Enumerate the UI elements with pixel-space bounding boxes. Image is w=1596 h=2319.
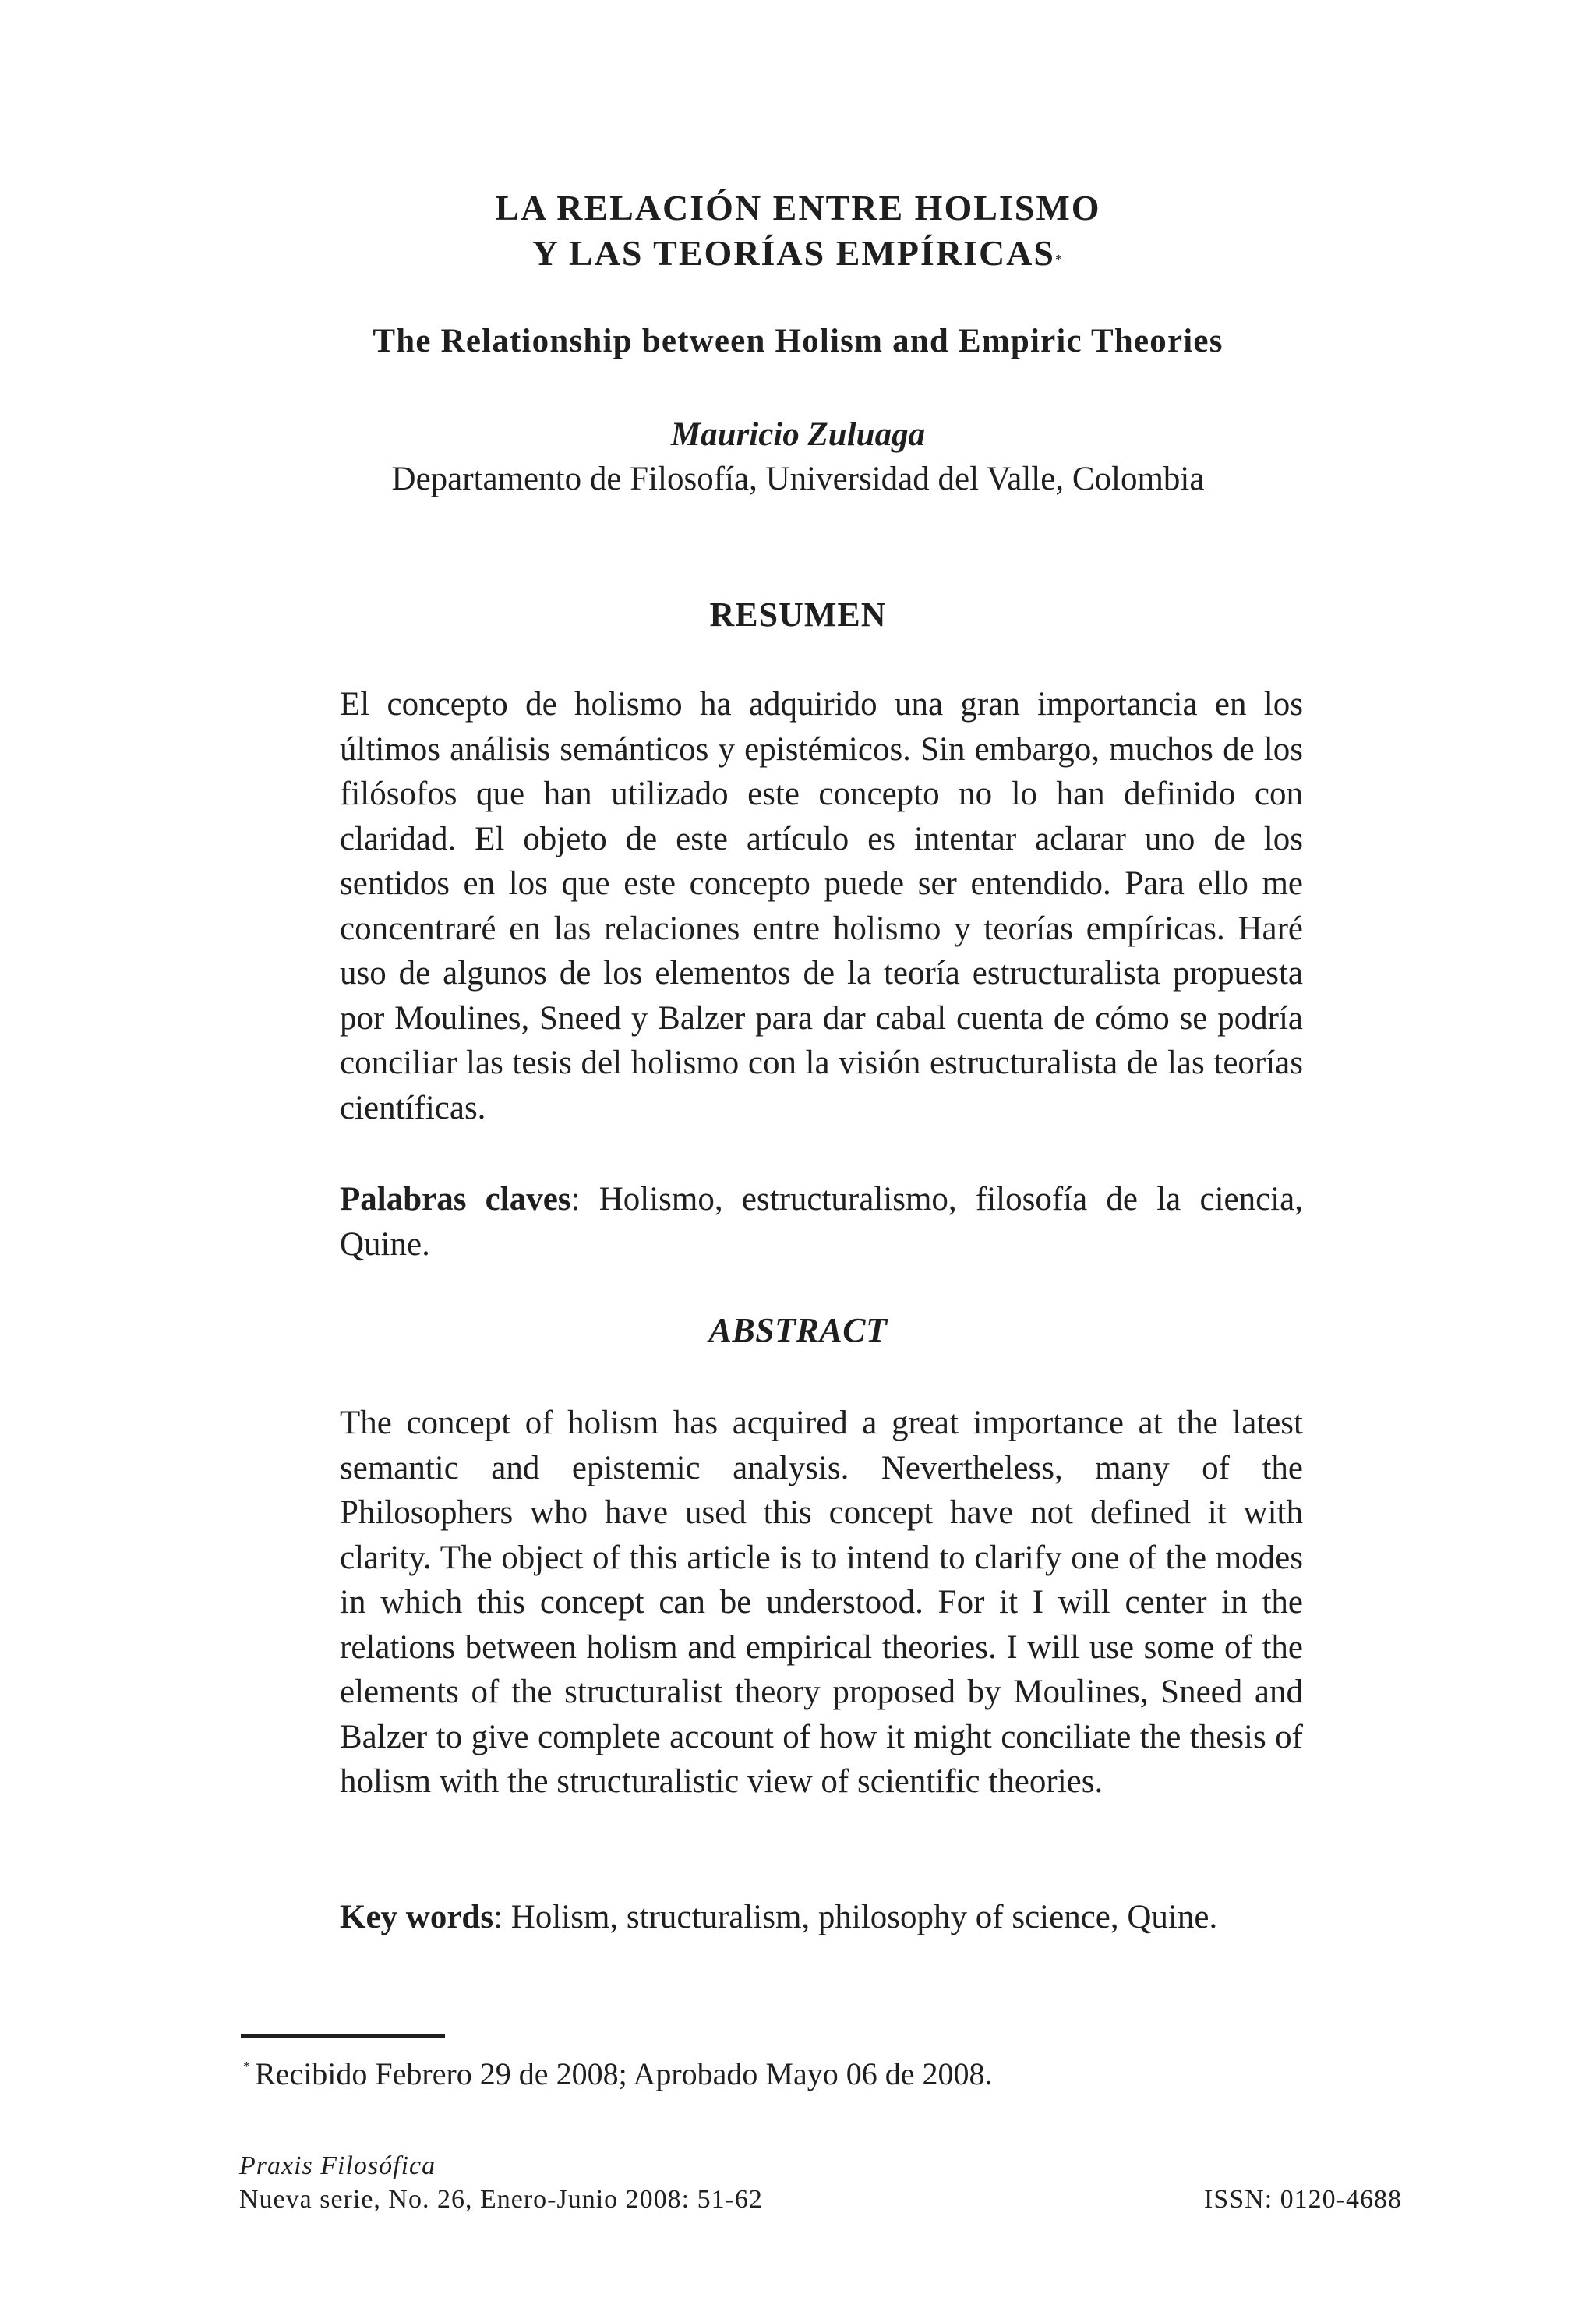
keywords-en-label: Key words: [340, 1899, 494, 1935]
keywords-es-list: : Holismo, estructuralismo, filosofía de la ciencia, Quine.: [340, 1181, 1303, 1263]
resumen-heading: RESUMEN: [709, 596, 887, 634]
footnote-divider: [241, 2034, 445, 2038]
footnote-text: Recibido Febrero 29 de 2008; Aprobado Mayo 06 de 2008.: [255, 2056, 993, 2091]
title-line-2-text: Y LAS TEORÍAS EMPÍRICAS: [532, 233, 1055, 273]
author-name: Mauricio Zuluaga: [670, 416, 926, 453]
title-line-2: [0, 231, 1596, 276]
author-affiliation: Departamento de Filosofía, Universidad del Valle, Colombia: [391, 461, 1205, 497]
abstract-text: The concept of holism has acquired a great importance at the latest semantic and epistemic analysis. Nevertheless, many of the Philosophers who have used this concept have not defined it with clarity. The object of this article is to intend to clarify one of the modes in which this concept can be understood. For it I will center in the relations between holism and empirical theories. I will use some of the elements of the structuralist theory proposed by Moulines, Sneed and Balzer to give complete account of how it might conciliate the thesis of holism with the structuralistic view of scientific theories.: [340, 1405, 1303, 1800]
footnote: [243, 2056, 993, 2092]
article-title: [0, 186, 1596, 276]
journal-issn: ISSN: 0120-4688: [1204, 2185, 1402, 2214]
journal-issue-info: Nueva serie, No. 26, Enero-Junio 2008: 51-62: [239, 2185, 763, 2214]
title-footnote-mark: *: [1054, 252, 1064, 267]
resumen-text: El concepto de holismo ha adquirido una gran importancia en los últimos análisis semánticos y epistémicos. Sin embargo, muchos de los filósofos que han utilizado este concepto no lo han definido con claridad. El objeto de este artículo es intentar aclarar uno de los sentidos en los que este concepto puede ser entendido. Para ello me concentraré en las relaciones entre holismo y teorías empíricas. Haré uso de algunos de los elementos de la teoría estructuralista propuesta por Moulines, Sneed y Balzer para dar cabal cuenta de cómo se podría conciliar las tesis del holismo con la visión estructuralista de las teorías científicas.: [340, 686, 1303, 1126]
footnote-mark: *: [243, 2059, 250, 2074]
english-title: The Relationship between Holism and Empiric Theories: [373, 323, 1223, 359]
journal-name: Praxis Filosófica: [239, 2151, 436, 2180]
keywords-es: [340, 1177, 1303, 1267]
keywords-es-label: Palabras claves: [340, 1181, 571, 1218]
title-line-1: LA RELACIÓN ENTRE HOLISMO: [495, 188, 1101, 228]
keywords-en: [340, 1895, 1303, 1940]
abstract-heading: ABSTRACT: [708, 1311, 888, 1349]
keywords-en-list: : Holism, structuralism, philosophy of science, Quine.: [493, 1899, 1218, 1935]
